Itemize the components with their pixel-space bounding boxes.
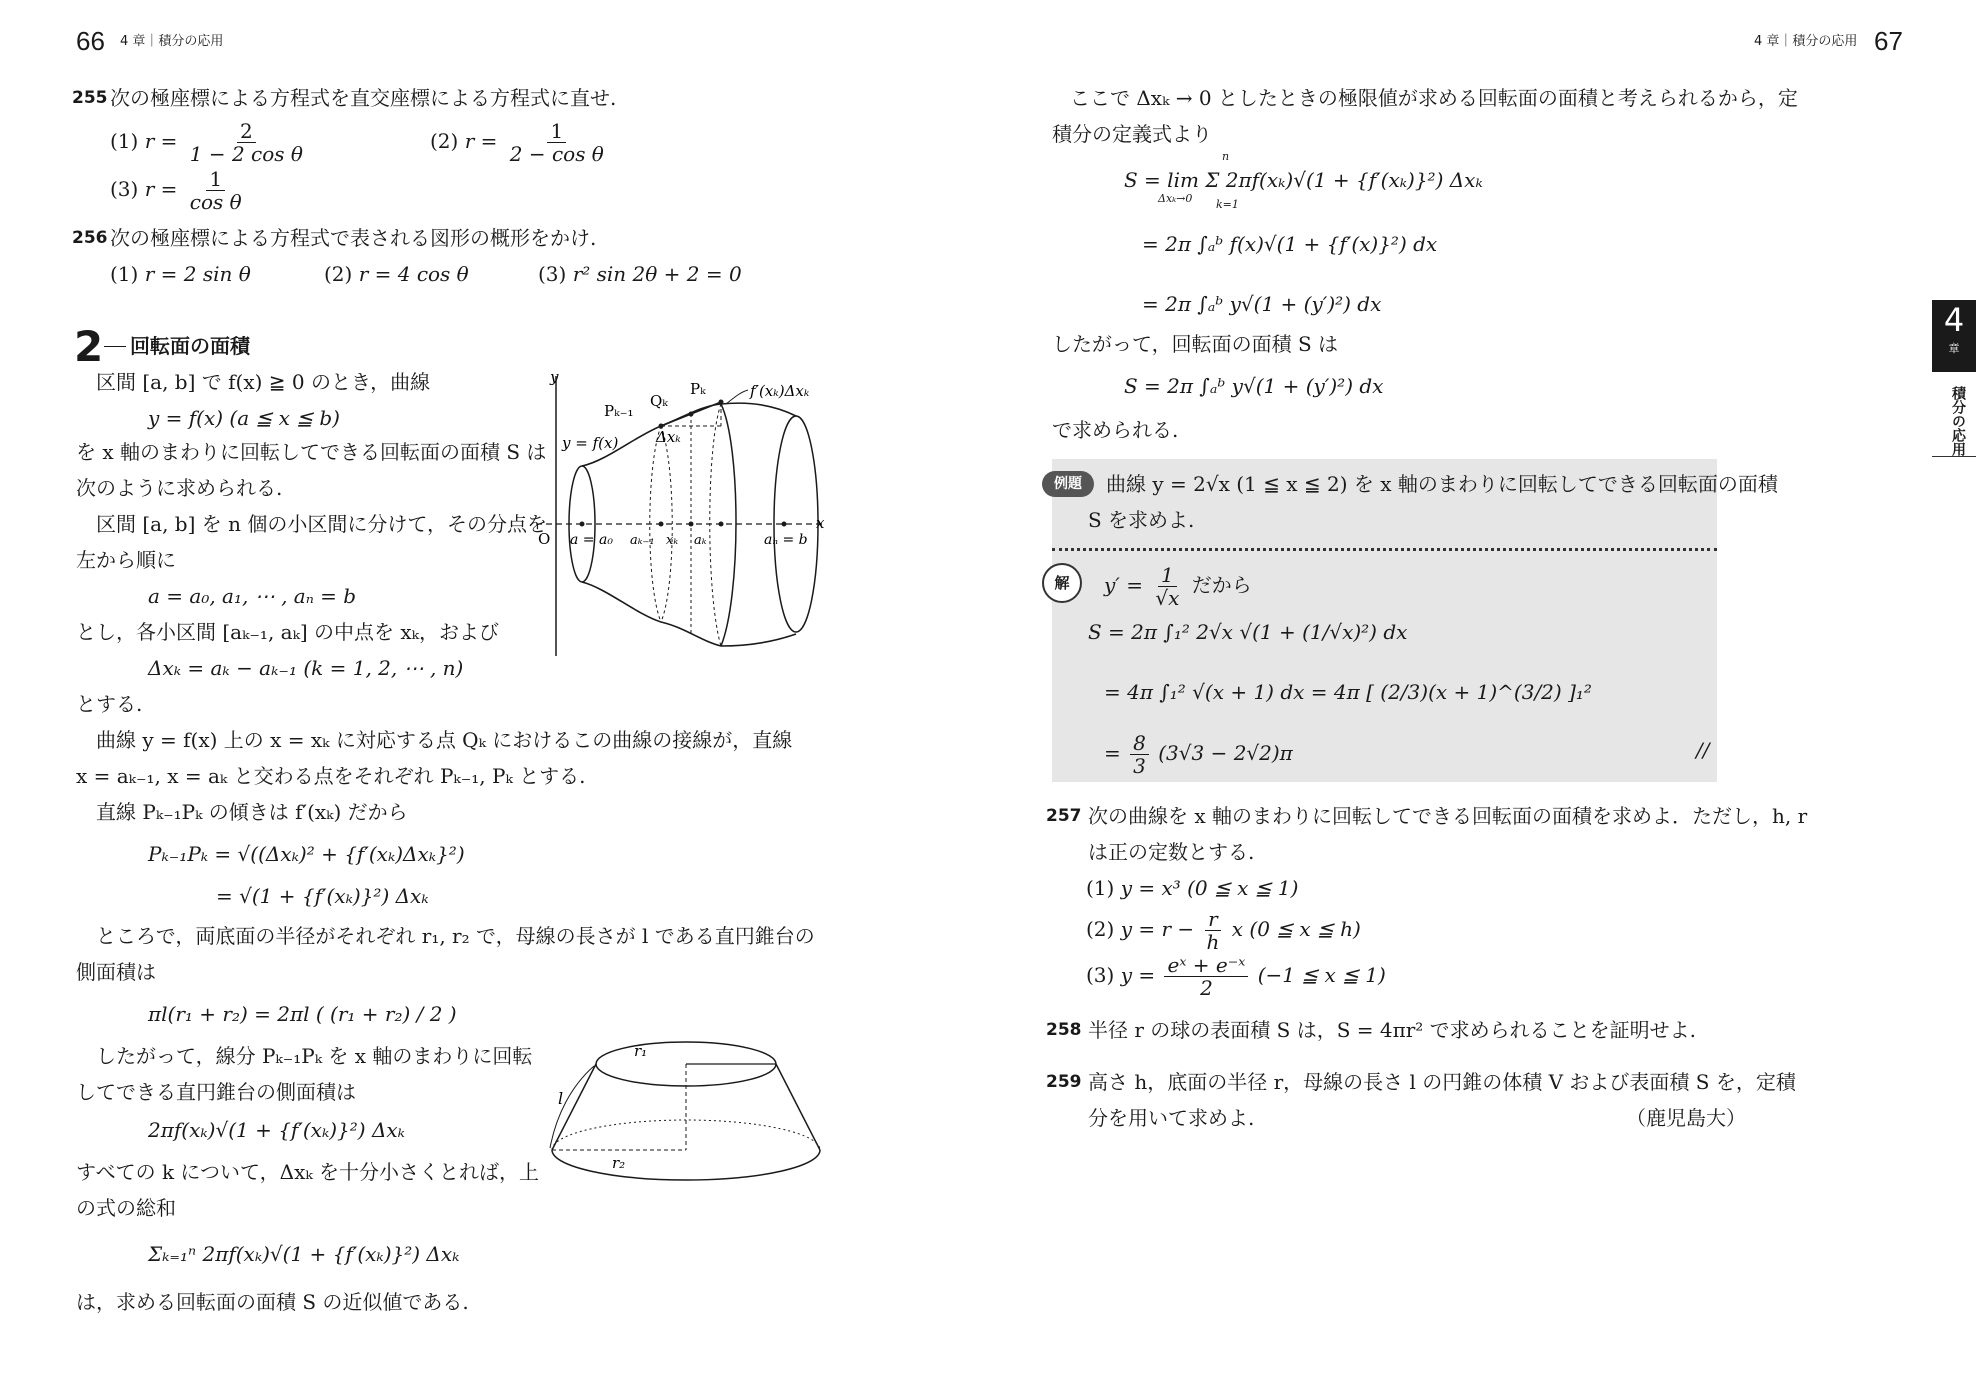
- section-number: 2: [74, 322, 104, 371]
- right-page-number: 67: [1874, 26, 1903, 56]
- section-rule: [104, 346, 126, 347]
- body-line: したがって，回転面の面積 S は: [1052, 332, 1339, 356]
- body-line: 次のように求められる.: [76, 476, 283, 500]
- solution-line-4: = $\frac{8}{3}$ (3√3 − 2√2)π: [1104, 731, 1293, 778]
- body-equation: y = f(x) (a ≦ x ≦ b): [148, 406, 340, 430]
- problem-256-item-3: (3) r² sin 2θ + 2 = 0: [538, 262, 742, 286]
- frustum-figure: [546, 1036, 836, 1196]
- chapter-side-tab[interactable]: [1932, 300, 1976, 372]
- body-equation: S = 2π ∫ₐᵇ y√(1 + (y′)²) dx: [1124, 374, 1384, 398]
- body-line: の式の総和: [76, 1196, 176, 1220]
- body-equation: a = a₀, a₁, ⋯ , aₙ = b: [148, 584, 357, 608]
- left-page-number: 66: [76, 26, 105, 56]
- solution-badge: 解: [1042, 563, 1082, 603]
- figure-label: Δxₖ: [656, 428, 681, 446]
- body-line: は，求める回転面の面積 S の近似値である.: [76, 1290, 469, 1314]
- section-title: 回転面の面積: [130, 334, 250, 358]
- body-line: 区間 [a, b] を n 個の小区間に分けて，その分点を: [96, 512, 547, 536]
- figure-label: f′(xₖ)Δxₖ: [750, 382, 810, 400]
- body-line: 直線 Pₖ₋₁Pₖ の傾きは f′(xₖ) だから: [96, 800, 408, 824]
- sum-lower-limit: k=1: [1216, 198, 1239, 211]
- body-equation: = √(1 + {f′(xₖ)}²) Δxₖ: [216, 884, 429, 908]
- body-line: とし，各小区間 [aₖ₋₁, aₖ] の中点を xₖ，および: [76, 620, 499, 644]
- body-line: を x 軸のまわりに回転してできる回転面の面積 S は: [76, 440, 547, 464]
- problem-257-number: 257: [1046, 806, 1082, 826]
- body-line: 側面積は: [76, 960, 156, 984]
- end-mark: //: [1696, 738, 1710, 762]
- problem-259-text: 高さ h，底面の半径 r，母線の長さ l の円錐の体積 V および表面積 S を，定積: [1088, 1070, 1796, 1094]
- body-line: 曲線 y = f(x) 上の x = xₖ に対応する点 Qₖ におけるこの曲線の接線が，直線: [96, 728, 793, 752]
- body-line: したがって，線分 Pₖ₋₁Pₖ を x 軸のまわりに回転: [96, 1044, 533, 1068]
- body-line: とする.: [76, 692, 143, 716]
- body-equation: Pₖ₋₁Pₖ = √((Δxₖ)² + {f′(xₖ)Δxₖ}²): [148, 842, 465, 866]
- body-equation: = 2π ∫ₐᵇ f(x)√(1 + {f′(x)}²) dx: [1142, 232, 1438, 256]
- problem-255-item-1: (1) r = $\frac{2}{\text{1 − 2 cos θ}}$: [110, 119, 303, 166]
- problem-257-text: は正の定数とする.: [1088, 840, 1255, 864]
- body-line: で求められる.: [1052, 418, 1179, 442]
- body-line: ところで，両底面の半径がそれぞれ r₁, r₂ で，母線の長さが l である直円錐台の: [96, 924, 815, 948]
- problem-256-item-1: (1) r = 2 sin θ: [110, 262, 251, 286]
- problem-255-text: 次の極座標による方程式を直交座標による方程式に直せ.: [110, 86, 617, 110]
- figure-label: xₖ: [666, 533, 679, 548]
- problem-255-item-2: (2) r = $\frac{1}{\text{2 − cos θ}}$: [430, 119, 604, 166]
- problem-257-text: 次の曲線を x 軸のまわりに回転してできる回転面の面積を求めよ．ただし，h, r: [1088, 804, 1808, 828]
- figure-label: Qₖ: [650, 392, 668, 410]
- figure-label: Pₖ₋₁: [604, 402, 634, 420]
- body-line: x = aₖ₋₁, x = aₖ と交わる点をそれぞれ Pₖ₋₁, Pₖ とする.: [76, 764, 586, 788]
- body-equation: Σₖ₌₁ⁿ 2πf(xₖ)√(1 + {f′(xₖ)}²) Δxₖ: [148, 1242, 460, 1266]
- problem-256-number: 256: [72, 228, 108, 248]
- problem-259-number: 259: [1046, 1072, 1082, 1092]
- body-equation: Δxₖ = aₖ − aₖ₋₁ (k = 1, 2, ⋯ , n): [148, 656, 464, 680]
- figure-label: a = a₀: [570, 532, 613, 548]
- body-equation: 2πf(xₖ)√(1 + {f′(xₖ)}²) Δxₖ: [148, 1118, 405, 1142]
- left-running-header: 4 章｜積分の応用: [120, 34, 224, 49]
- body-equation: πl(r₁ + r₂) = 2πl ( (r₁ + r₂) / 2 ): [148, 1002, 457, 1026]
- figure-label: Pₖ: [690, 380, 706, 398]
- problem-258-text: 半径 r の球の表面積 S は，S = 4πr² で求められることを証明せよ.: [1088, 1018, 1697, 1042]
- chapter-tab-title: 積分の応用: [1950, 386, 1966, 456]
- problem-255-number: 255: [72, 88, 108, 108]
- figure-label: y: [550, 368, 559, 386]
- example-text: 曲線 y = 2√x (1 ≦ x ≦ 2) を x 軸のまわりに回転してできる回転面の面積: [1106, 472, 1778, 496]
- solution-line-3: = 4π ∫₁² √(x + 1) dx = 4π [ (2/3)(x + 1)^(3/2) ]₁²: [1104, 680, 1592, 704]
- body-line: してできる直円錐台の側面積は: [76, 1080, 356, 1104]
- problem-258-number: 258: [1046, 1020, 1082, 1040]
- example-text: S を求めよ.: [1088, 508, 1195, 532]
- figure-label: aₖ₋₁: [630, 533, 655, 548]
- body-equation: S = lim Σ 2πf(xₖ)√(1 + {f′(xₖ)}²) Δxₖ: [1124, 168, 1483, 192]
- body-equation: = 2π ∫ₐᵇ y√(1 + (y′)²) dx: [1142, 292, 1382, 316]
- problem-256-text: 次の極座標による方程式で表される図形の概形をかけ.: [110, 226, 597, 250]
- figure-label: aₙ = b: [764, 532, 808, 548]
- surface-of-revolution-figure: [526, 366, 846, 656]
- body-line: すべての k について，Δxₖ を十分小さくとれば，上: [76, 1160, 540, 1184]
- right-running-header: 4 章｜積分の応用: [1754, 34, 1858, 49]
- problem-259-text: 分を用いて求めよ.: [1088, 1106, 1255, 1130]
- body-line: ここで Δxₖ → 0 としたときの極限値が求める回転面の面積と考えられるから，定: [1070, 86, 1798, 110]
- figure-label: y = f(x): [562, 434, 619, 452]
- problem-259-source: （鹿児島大）: [1626, 1106, 1746, 1130]
- body-line: 区間 [a, b] で f(x) ≧ 0 のとき，曲線: [96, 370, 431, 394]
- figure-label: aₖ: [694, 533, 707, 548]
- figure-label: x: [816, 514, 825, 532]
- figure-label: O: [538, 530, 551, 548]
- limit-subscript: Δxₖ→0: [1158, 192, 1193, 205]
- problem-256-item-2: (2) r = 4 cos θ: [324, 262, 469, 286]
- problem-257-item-2: (2) y = r − $\frac{r}{h}$ x (0 ≦ x ≦ h): [1086, 907, 1361, 954]
- body-line: 左から順に: [76, 548, 176, 572]
- figure-label: l: [558, 1089, 564, 1108]
- example-divider: [1052, 548, 1717, 551]
- figure-label: r₂: [612, 1154, 626, 1172]
- chapter-tab-suffix: 章: [1948, 342, 1960, 355]
- body-line: 積分の定義式より: [1052, 122, 1212, 146]
- problem-257-item-3: (3) y = $\frac{\text{eˣ + e⁻ˣ}}{2}$ (−1 ≦ x ≦ 1): [1086, 953, 1386, 1000]
- problem-255-item-3: (3) r = $\frac{1}{\text{cos θ}}$: [110, 167, 242, 214]
- chapter-tab-number: 4: [1943, 301, 1965, 339]
- figure-label: r₁: [634, 1042, 648, 1060]
- problem-257-item-1: (1) y = x³ (0 ≦ x ≦ 1): [1086, 876, 1299, 900]
- chapter-tab-rule: [1932, 456, 1976, 457]
- solution-line-1: y′ = $\frac{1}{√x}$ だから: [1104, 563, 1252, 610]
- sum-upper-limit: n: [1222, 150, 1230, 163]
- example-badge: 例題: [1042, 471, 1094, 497]
- solution-line-2: S = 2π ∫₁² 2√x √(1 + (1/√x)²) dx: [1088, 620, 1408, 644]
